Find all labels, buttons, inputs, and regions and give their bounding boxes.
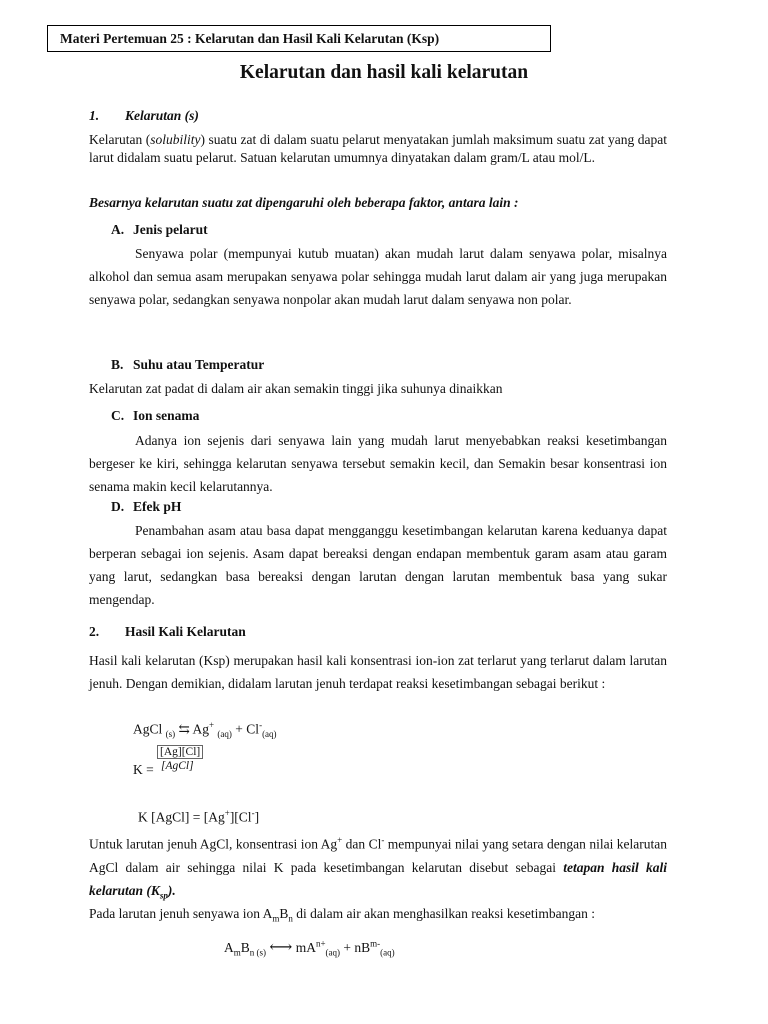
eq-sub: (aq): [325, 947, 341, 958]
agcl-paragraph: [89, 829, 667, 907]
para-text: B: [279, 906, 289, 921]
section-2-heading: [89, 624, 246, 640]
eq-text: Ag: [192, 721, 209, 737]
eq-text: B: [240, 940, 250, 955]
eq-text: AgCl: [133, 721, 163, 737]
para-text: di dalam air akan menghasilkan reaksi kesetimbangan :: [292, 906, 596, 921]
eq-sup: m-: [370, 938, 381, 949]
eq-text: mA: [295, 940, 316, 955]
eq-text: Cl: [246, 721, 260, 737]
eq-text: + nB: [343, 940, 371, 955]
ambn-paragraph: [89, 905, 667, 928]
para-text: dan Cl: [342, 836, 382, 852]
equilibrium-equation: [133, 720, 277, 739]
header-box: Materi Pertemuan 25 : Kelarutan dan Hasil Kali Kelarutan (Ksp): [47, 25, 551, 52]
para-text: Kelarutan (: [89, 132, 151, 147]
eq-sup: -: [259, 720, 263, 730]
sub-letter: D.: [111, 499, 125, 514]
para-text: Pada larutan jenuh senyawa ion A: [89, 906, 273, 921]
sub-c-text: Adanya ion sejenis dari senyawa lain yang mudah larut menyebabkan reaksi kesetimbangan bergeser ke kiri, sehingga kelarutan senyawa tersebut semakin kecil, dan Semakin besar konsentrasi ion senama makin kecil kelarutannya.: [89, 433, 667, 494]
factors-intro: Besarnya kelarutan suatu zat dipengaruhi oleh beberapa faktor, antara lain :: [89, 195, 519, 210]
section-1-heading: [89, 108, 199, 124]
section-number: 2.: [89, 624, 100, 639]
eq-sub: n: [288, 913, 293, 924]
sub-title: Suhu atau Temperatur: [133, 357, 265, 372]
ksp-term: ).: [167, 882, 176, 898]
sub-heading-c: [111, 408, 199, 424]
sub-title: Ion senama: [133, 408, 200, 423]
eq-text: +: [235, 721, 243, 737]
fraction-numerator: [157, 742, 203, 760]
section-number: 1.: [89, 108, 100, 123]
sub-letter: B.: [111, 357, 124, 372]
section-title: Hasil Kali Kelarutan: [125, 624, 246, 639]
eq-text: A: [224, 940, 234, 955]
para-text: Untuk larutan jenuh AgCl, konsentrasi ion Ag: [89, 836, 338, 852]
eq-text: K [AgCl] = [Ag: [138, 809, 225, 825]
eq-sub: (s): [165, 729, 176, 740]
section-title: Kelarutan (s): [125, 108, 199, 123]
eq-sup: +: [208, 720, 215, 730]
eq-sup: n+: [315, 938, 326, 949]
eq-sup: -: [251, 808, 255, 818]
eq-sup: +: [224, 808, 230, 818]
k-label: K =: [133, 762, 154, 777]
solubility-paragraph: [89, 131, 667, 167]
sub-d-text: Penambahan asam atau basa dapat mengganggu kesetimbangan kelarutan karena keduanya dapat berperan sebagai ion sejenis. Asam dapat bereaksi dengan endapan membentuk garam asam atau garam yang larut, sedangkan basa bereaksi dengan larutan dengan larutan membentuk basa yang sukar mengendap.: [89, 523, 667, 607]
sub-title: Efek pH: [133, 499, 182, 514]
eq-sub: m: [233, 947, 241, 958]
eq-sup: +: [337, 835, 343, 845]
ksp-relation: [138, 808, 259, 826]
eq-text: ]: [254, 809, 260, 825]
para-text: mempunyai nilai yang setara dengan nilai kelarutan AgCl dalam air sehingga nilai K pada kesetimbangan kelarutan disebut sebagai: [89, 836, 667, 875]
eq-sub: sp: [159, 890, 168, 901]
sub-heading-a: [111, 222, 208, 238]
eq-sub: (aq): [380, 947, 395, 958]
fraction-denominator: [AgCl]: [161, 760, 194, 772]
sub-letter: A.: [111, 222, 125, 237]
eq-sup: -: [381, 835, 385, 845]
para-text: ) suatu zat di dalam suatu pelarut menyatakan jumlah maksimum suatu zat yang dapat larut didalam suatu pelarut. Satuan kelarutan umumnya dinyatakan dalam gram/L atau mol/L.: [89, 132, 668, 165]
eq-text: ][Cl: [229, 809, 252, 825]
eq-sub: (aq): [217, 729, 232, 740]
sub-letter: C.: [111, 408, 125, 423]
ksp-term: tetapan hasil kali kelarutan (K: [89, 859, 667, 898]
page-title: Kelarutan dan hasil kali kelarutan: [239, 62, 529, 83]
eq-sub: n (s): [249, 947, 267, 958]
sub-heading-d: [111, 499, 181, 515]
sub-a-text: Senyawa polar (mempunyai kutub muatan) akan mudah larut dalam senyawa polar, misalnya alkohol dan semua asam merupakan senyawa polar sehingga mudah larut dalam air yang juga merupakan senyawa polar, sedangkan senyawa nonpolar akan mudah larut dalam senyawa non polar.: [89, 246, 667, 307]
eq-numerator: [Ag][Cl]: [157, 745, 203, 759]
ambn-equation: [224, 937, 395, 958]
sub-b-text: Kelarutan zat padat di dalam air akan semakin tinggi jika suhunya dinaikkan: [89, 381, 503, 396]
double-arrow-icon: ⟷: [269, 939, 293, 956]
sub-title: Jenis pelarut: [133, 222, 208, 237]
eq-sub: (aq): [262, 729, 277, 740]
eq-sub: m: [272, 913, 280, 924]
sub-heading-b: [111, 357, 264, 373]
para-italic: solubility: [150, 132, 201, 147]
ksp-paragraph: Hasil kali kelarutan (Ksp) merupakan hasil kali konsentrasi ion-ion zat terlarut yang terlarut dalam larutan jenuh. Dengan demikian, didalam larutan jenuh terdapat reaksi kesetimbangan sebagai berikut :: [89, 653, 667, 691]
equilibrium-arrow-icon: ⇆: [178, 721, 190, 737]
